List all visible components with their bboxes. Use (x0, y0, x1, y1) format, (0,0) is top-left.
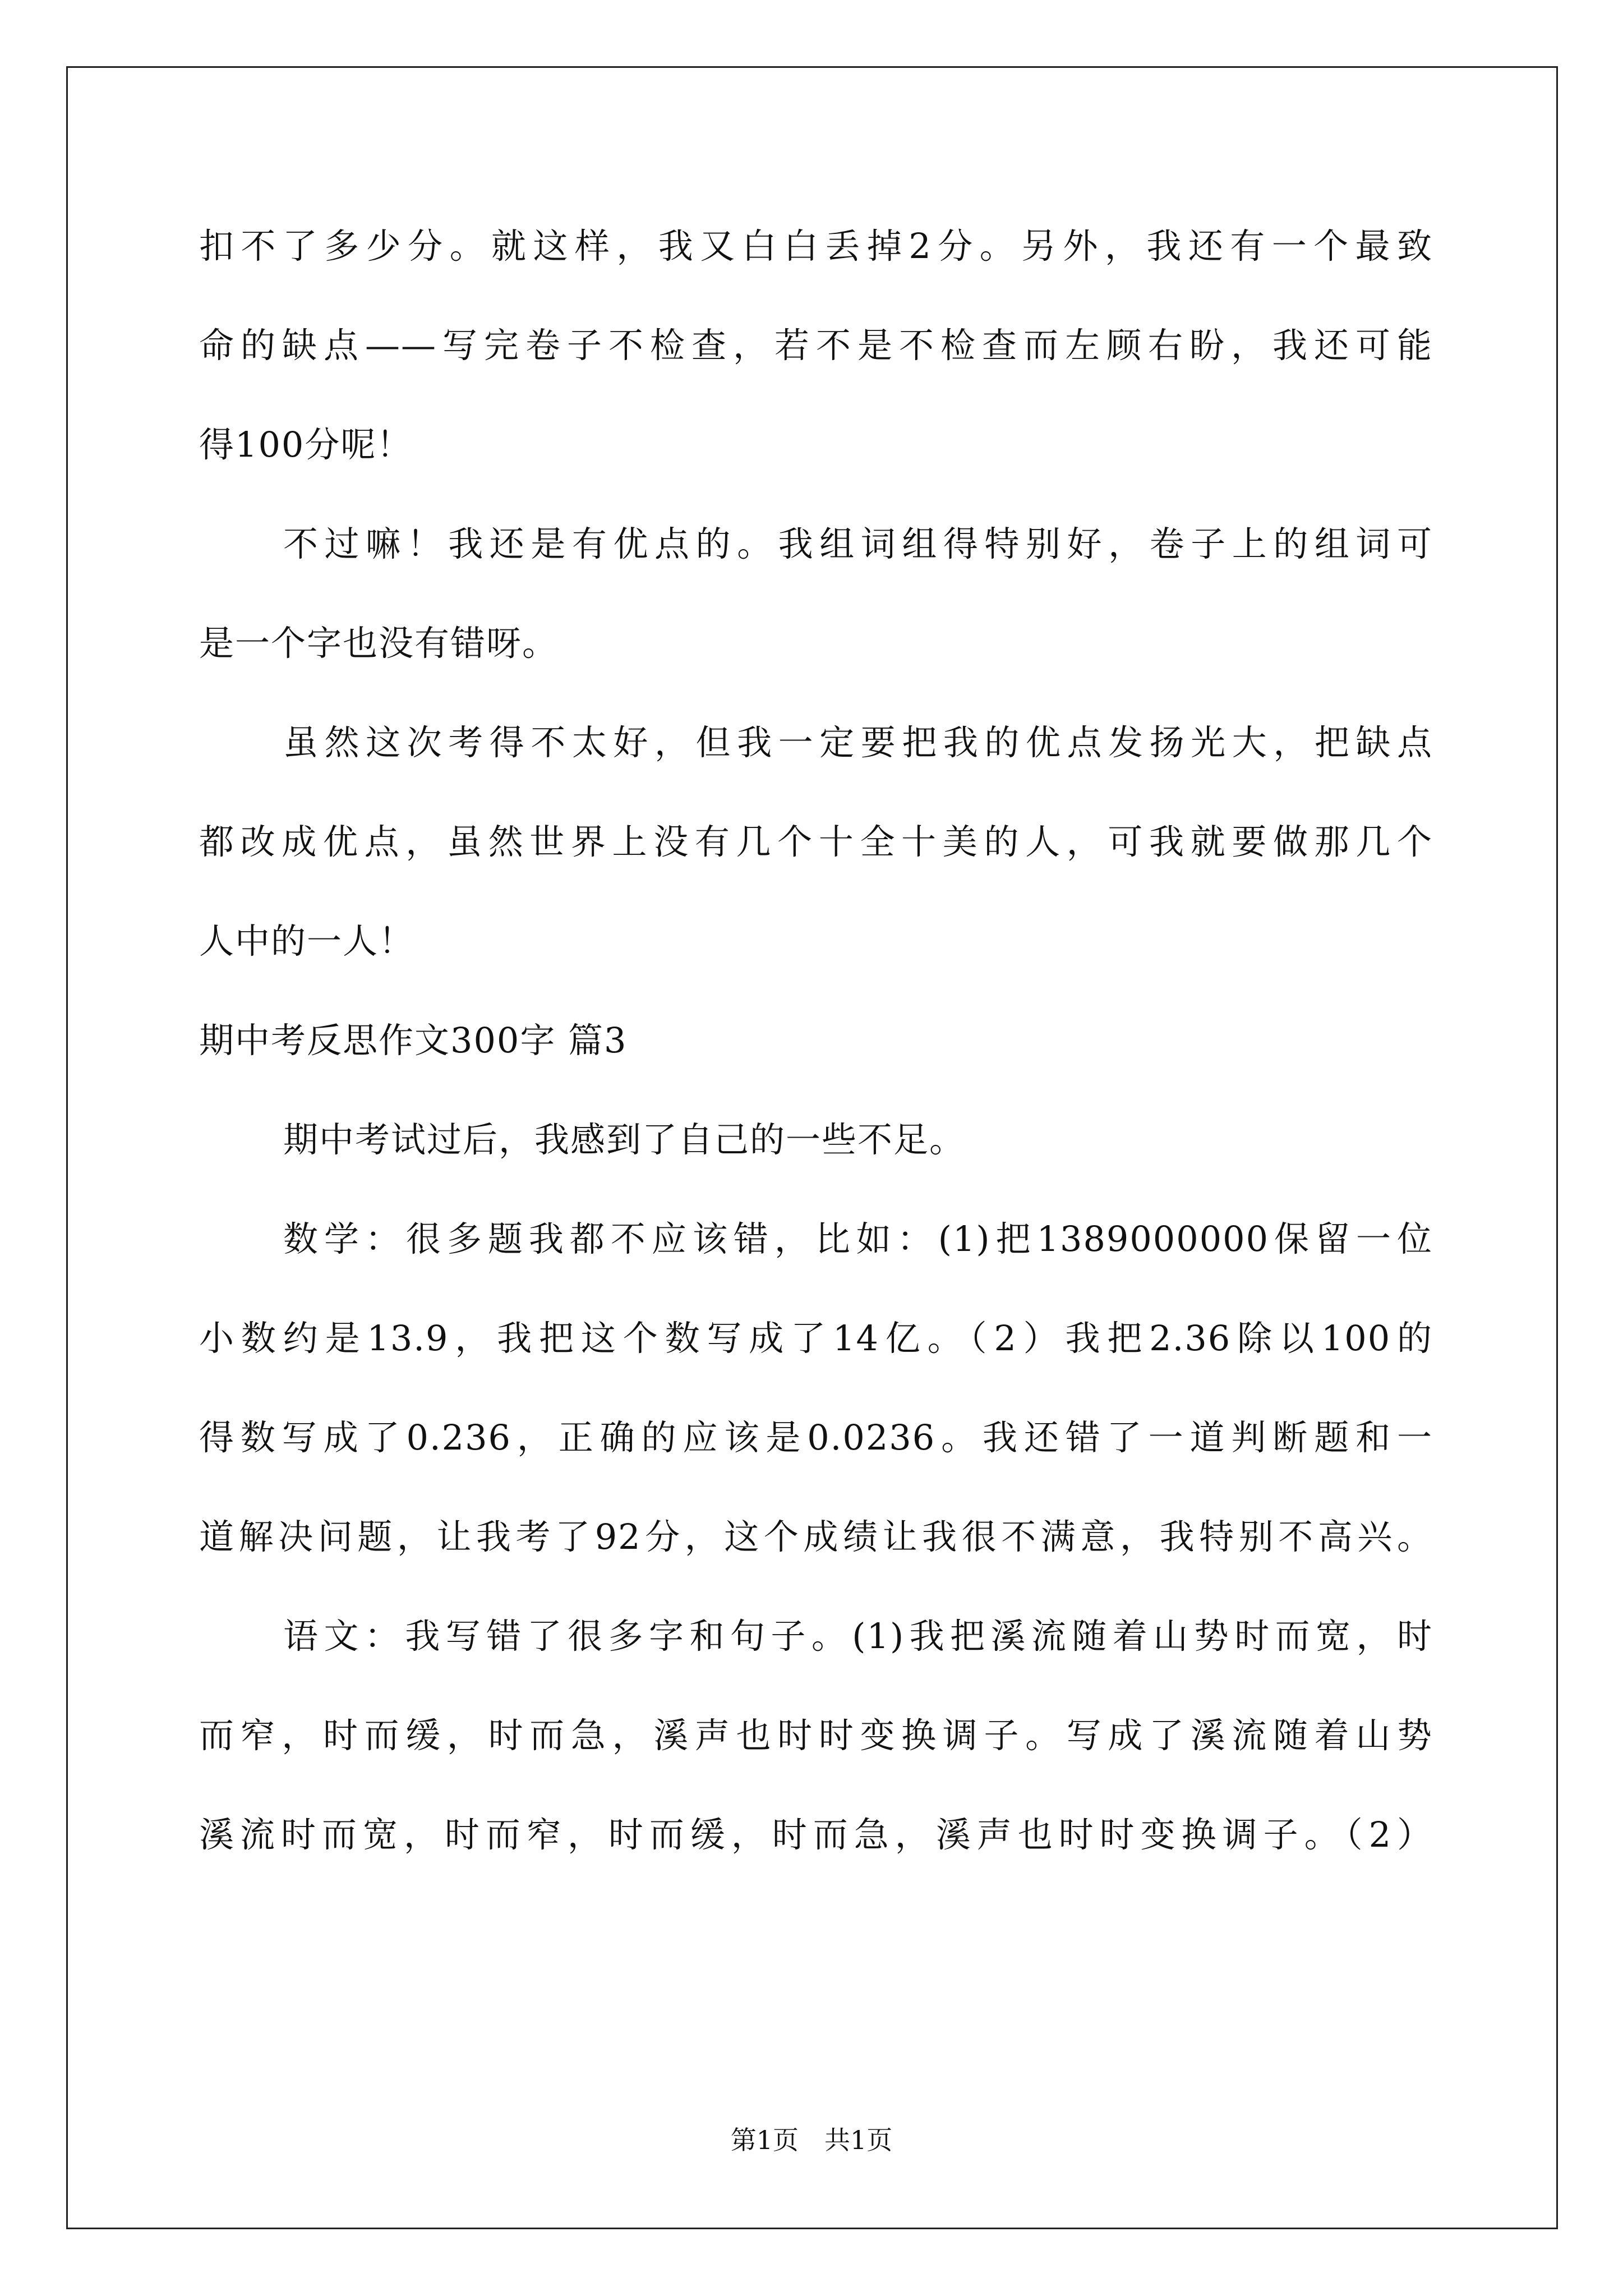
paragraph-start-line: 虽然这次考得不太好，但我一定要把我的优点发扬光大，把缺点 (283, 722, 1433, 763)
text-line: 命的缺点——写完卷子不检查，若不是不检查而左顾右盼，我还可能 (199, 325, 1433, 366)
text-line: 小数约是13.9，我把这个数写成了14亿。（2）我把2.36除以100的 (199, 1318, 1433, 1359)
text-line: 得数写成了0.236，正确的应该是0.0236。我还错了一道判断题和一 (199, 1417, 1433, 1458)
text-line: 而窄，时而缓，时而急，溪声也时时变换调子。写成了溪流随着山势 (199, 1715, 1433, 1756)
paragraph-start-line: 数学：很多题我都不应该错，比如：(1)把1389000000保留一位 (283, 1218, 1433, 1259)
page-footer: 第1页 共1页 (730, 2125, 893, 2155)
paragraph-start-line: 不过嘛！我还是有优点的。我组词组得特别好，卷子上的组词可 (283, 523, 1433, 564)
paragraph-start-line: 语文：我写错了很多字和句子。(1)我把溪流随着山势时而宽，时 (283, 1616, 1433, 1657)
paragraph-start-line: 期中考试过后，我感到了自己的一些不足。 (283, 1119, 966, 1160)
text-line: 扣不了多少分。就这样，我又白白丢掉2分。另外，我还有一个最致 (199, 226, 1433, 266)
text-line: 道解决问题，让我考了92分，这个成绩让我很不满意，我特别不高兴。 (199, 1516, 1433, 1557)
text-line: 溪流时而宽，时而窄，时而缓，时而急，溪声也时时变换调子。（2） (199, 1814, 1433, 1855)
section-heading: 期中考反思作文300字 篇3 (199, 1020, 628, 1061)
text-line: 人中的一人！ (199, 921, 415, 961)
document-body (199, 196, 1433, 1884)
text-line: 都改成优点，虽然世界上没有几个十全十美的人，可我就要做那几个 (199, 821, 1433, 862)
text-line: 是一个字也没有错呀。 (199, 623, 559, 664)
text-line: 得100分呢！ (199, 424, 413, 465)
